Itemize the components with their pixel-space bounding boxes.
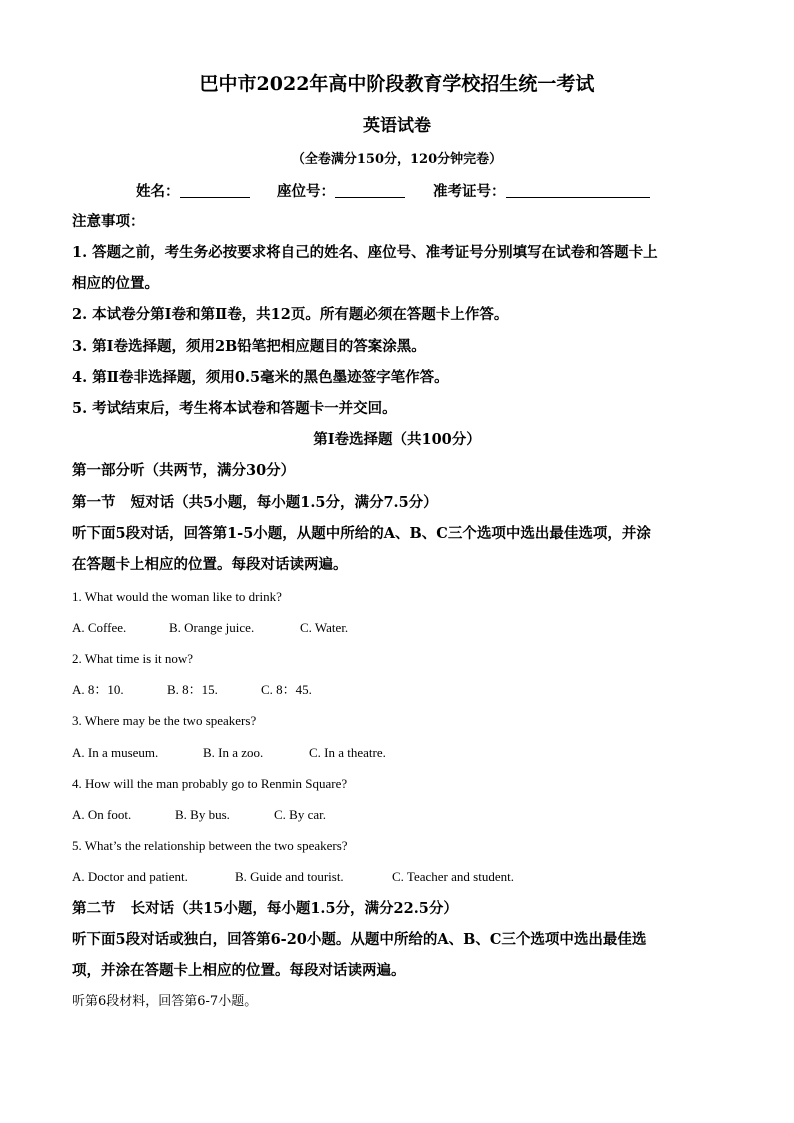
exam-number-field — [433, 183, 650, 201]
option-c: C. By car. — [274, 807, 326, 822]
option-a: A. Doctor and patient. — [72, 869, 188, 884]
option-a: A. On foot. — [72, 807, 132, 822]
directions-line: 听下面5段对话，回答第1-5小题，从题中所给的A、B、C三个选项中选出最佳选项，并涂 — [72, 525, 651, 542]
option-c: C. In a theatre. — [309, 745, 386, 760]
option-b: B. Orange juice. — [169, 620, 255, 635]
seat-field — [277, 183, 405, 201]
option-c: C. Water. — [300, 620, 349, 635]
section-title: 第Ⅰ卷选择题（共100分） — [313, 431, 481, 448]
instruction-item: 4. 第Ⅱ卷非选择题，须用0.5毫米的黑色墨迹签字笔作答。 — [72, 369, 449, 386]
option-b: B. In a zoo. — [203, 745, 264, 760]
subsection-title: 第一节 短对话（共5小题，每小题1.5分，满分7.5分） — [72, 494, 438, 511]
instruction-item: 相应的位置。 — [72, 275, 159, 292]
material-note: 听第6段材料，回答第6-7小题。 — [72, 994, 258, 1009]
instructions-heading: 注意事项： — [72, 213, 145, 230]
exam-title: 巴中市2022年高中阶段教育学校招生统一考试 — [199, 73, 595, 95]
exam-note: （全卷满分150分，120分钟完卷） — [291, 152, 503, 167]
question-text: 3. Where may be the two speakers? — [72, 713, 257, 728]
part-title: 第一部分听（共两节，满分30分） — [72, 462, 296, 479]
name-field — [136, 183, 250, 201]
directions-line: 听下面5段对话或独白，回答第6-20小题。从题中所给的A、B、C三个选项中选出最佳选 — [72, 931, 647, 948]
instruction-item: 1. 答题之前，考生务必按要求将自己的姓名、座位号、准考证号分别填写在试卷和答题卡上 — [72, 244, 658, 261]
option-b: B. 8：15. — [167, 682, 218, 697]
name-label: 姓名： — [136, 183, 180, 200]
exam-subject: 英语试卷 — [363, 116, 431, 136]
option-b: B. Guide and tourist. — [235, 869, 344, 884]
subsection-title: 第二节 长对话（共15小题，每小题1.5分，满分22.5分） — [72, 900, 458, 917]
question-text: 1. What would the woman like to drink? — [72, 589, 282, 604]
exam-number-blank — [506, 183, 650, 198]
option-b: B. By bus. — [175, 807, 230, 822]
question-text: 5. What’s the relationship between the two speakers? — [72, 838, 348, 853]
option-c: C. Teacher and student. — [392, 869, 514, 884]
name-blank — [180, 183, 250, 198]
directions-line: 项，并涂在答题卡上相应的位置。每段对话读两遍。 — [72, 962, 406, 979]
directions-line: 在答题卡上相应的位置。每段对话读两遍。 — [72, 556, 348, 573]
seat-blank — [335, 183, 405, 198]
instruction-item: 5. 考试结束后，考生将本试卷和答题卡一并交回。 — [72, 400, 397, 417]
option-a: A. 8：10. — [72, 682, 124, 697]
option-a: A. In a museum. — [72, 745, 159, 760]
instruction-item: 2. 本试卷分第Ⅰ卷和第Ⅱ卷，共12页。所有题必须在答题卡上作答。 — [72, 306, 509, 323]
question-text: 4. How will the man probably go to Renmin Square? — [72, 776, 348, 791]
seat-label: 座位号： — [277, 183, 335, 200]
instruction-item: 3. 第Ⅰ卷选择题，须用2B铅笔把相应题目的答案涂黑。 — [72, 338, 426, 355]
option-a: A. Coffee. — [72, 620, 127, 635]
option-c: C. 8：45. — [261, 682, 312, 697]
question-text: 2. What time is it now? — [72, 651, 194, 666]
exam-number-label: 准考证号： — [433, 183, 506, 200]
